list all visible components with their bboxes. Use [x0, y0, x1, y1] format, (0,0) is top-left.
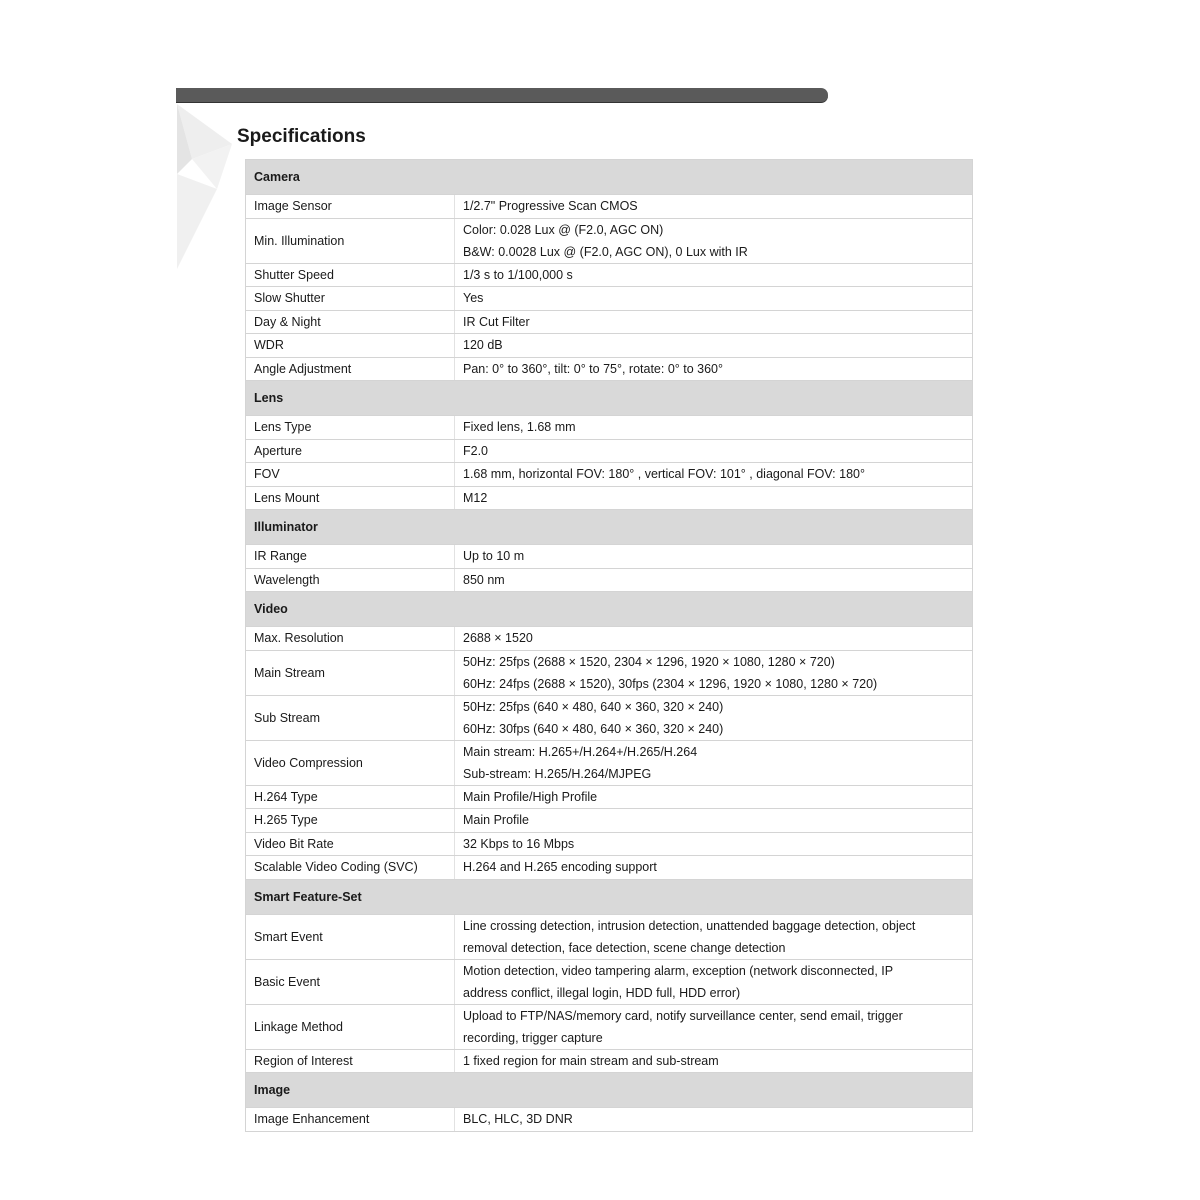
spec-label: Basic Event: [246, 959, 455, 1004]
spec-row: [246, 463, 973, 487]
spec-row: [246, 1004, 973, 1049]
spec-value-line: 50Hz: 25fps (640 × 480, 640 × 360, 320 × 240): [463, 699, 724, 714]
section-title: Image: [246, 1073, 973, 1108]
spec-row: [246, 959, 973, 1004]
spec-label: Image Enhancement: [246, 1108, 455, 1132]
spec-value-line: Upload to FTP/NAS/memory card, notify surveillance center, send email, trigger: [463, 1008, 903, 1023]
spec-value: [455, 334, 973, 358]
spec-value-line: B&W: 0.0028 Lux @ (F2.0, AGC ON), 0 Lux with IR: [463, 244, 748, 259]
section-header: [246, 592, 973, 627]
spec-label: H.265 Type: [246, 809, 455, 833]
section-title: Smart Feature-Set: [246, 879, 973, 914]
spec-value: [455, 740, 973, 785]
spec-row: [246, 568, 973, 592]
spec-label: Lens Mount: [246, 486, 455, 510]
spec-value-line: M12: [463, 490, 488, 505]
spec-value-line: Up to 10 m: [463, 549, 525, 564]
spec-row: [246, 627, 973, 651]
spec-value: [455, 832, 973, 856]
spec-row: [246, 740, 973, 785]
spec-label: Scalable Video Coding (SVC): [246, 856, 455, 880]
spec-label: IR Range: [246, 545, 455, 569]
spec-row: [246, 195, 973, 219]
spec-value: [455, 357, 973, 381]
spec-row: [246, 785, 973, 809]
section-header: [246, 381, 973, 416]
spec-value: [455, 545, 973, 569]
spec-value: [455, 463, 973, 487]
spec-row: [246, 357, 973, 381]
section-title: Illuminator: [246, 510, 973, 545]
spec-label: Angle Adjustment: [246, 357, 455, 381]
spec-value-line: 60Hz: 24fps (2688 × 1520), 30fps (2304 × 1296, 1920 × 1080, 1280 × 720): [463, 676, 878, 691]
spec-value: [455, 486, 973, 510]
spec-value: [455, 856, 973, 880]
spec-label: Wavelength: [246, 568, 455, 592]
spec-row: [246, 832, 973, 856]
spec-label: Min. Illumination: [246, 218, 455, 263]
spec-value: [455, 416, 973, 440]
spec-row: [246, 1049, 973, 1073]
spec-row: [246, 650, 973, 695]
spec-label: Shutter Speed: [246, 263, 455, 287]
spec-row: [246, 439, 973, 463]
spec-label: Main Stream: [246, 650, 455, 695]
spec-row: [246, 310, 973, 334]
spec-row: [246, 218, 973, 263]
spec-value: [455, 568, 973, 592]
spec-value-line: Color: 0.028 Lux @ (F2.0, AGC ON): [463, 222, 664, 237]
spec-value: [455, 809, 973, 833]
spec-value-line: 1/3 s to 1/100,000 s: [463, 267, 573, 282]
spec-table: [245, 159, 973, 1132]
spec-row: [246, 416, 973, 440]
spec-label: Lens Type: [246, 416, 455, 440]
section-header: [246, 1073, 973, 1108]
spec-value: [455, 959, 973, 1004]
spec-label: Region of Interest: [246, 1049, 455, 1073]
spec-value-line: Fixed lens, 1.68 mm: [463, 420, 576, 435]
spec-value-line: Motion detection, video tampering alarm, exception (network disconnected, IP: [463, 963, 894, 978]
spec-value: [455, 785, 973, 809]
spec-value-line: 32 Kbps to 16 Mbps: [463, 836, 575, 851]
spec-value-line: 1/2.7" Progressive Scan CMOS: [463, 199, 638, 214]
spec-value-line: 1.68 mm, horizontal FOV: 180° , vertical FOV: 101° , diagonal FOV: 180°: [463, 467, 865, 482]
spec-value-line: Pan: 0° to 360°, tilt: 0° to 75°, rotate: 0° to 360°: [463, 361, 724, 376]
spec-value-line: 1 fixed region for main stream and sub-stream: [463, 1053, 719, 1068]
spec-row: [246, 809, 973, 833]
spec-value-line: 50Hz: 25fps (2688 × 1520, 2304 × 1296, 1920 × 1080, 1280 × 720): [463, 654, 835, 669]
spec-value: [455, 1108, 973, 1132]
spec-row: [246, 334, 973, 358]
spec-value-line: 2688 × 1520: [463, 631, 533, 646]
spec-label: Linkage Method: [246, 1004, 455, 1049]
section-header: [246, 510, 973, 545]
spec-value: [455, 218, 973, 263]
spec-label: Image Sensor: [246, 195, 455, 219]
spec-value-line: Main Profile: [463, 813, 529, 828]
spec-value-line: Main stream: H.265+/H.264+/H.265/H.264: [463, 744, 698, 759]
spec-value-line: Main Profile/High Profile: [463, 789, 598, 804]
spec-value: [455, 914, 973, 959]
spec-label: Slow Shutter: [246, 287, 455, 311]
spec-row: [246, 856, 973, 880]
spec-row: [246, 545, 973, 569]
page-title: Specifications: [237, 126, 366, 147]
section-title: Camera: [246, 160, 973, 195]
spec-label: Aperture: [246, 439, 455, 463]
spec-row: [246, 1108, 973, 1132]
spec-value: [455, 650, 973, 695]
spec-value: [455, 1049, 973, 1073]
spec-value-line: Yes: [463, 291, 484, 306]
spec-value-line: 120 dB: [463, 338, 503, 353]
spec-value: [455, 287, 973, 311]
spec-label: H.264 Type: [246, 785, 455, 809]
spec-label: Sub Stream: [246, 695, 455, 740]
spec-value-line: 60Hz: 30fps (640 × 480, 640 × 360, 320 × 240): [463, 721, 724, 736]
header-bar: [176, 88, 828, 103]
spec-value-line: IR Cut Filter: [463, 314, 530, 329]
spec-row: [246, 914, 973, 959]
spec-row: [246, 486, 973, 510]
spec-row: [246, 287, 973, 311]
section-title: Lens: [246, 381, 973, 416]
spec-value: [455, 310, 973, 334]
spec-row: [246, 695, 973, 740]
spec-value-line: recording, trigger capture: [463, 1030, 603, 1045]
spec-value-line: removal detection, face detection, scene change detection: [463, 940, 786, 955]
spec-value-line: Sub-stream: H.265/H.264/MJPEG: [463, 766, 652, 781]
spec-value: [455, 195, 973, 219]
section-header: [246, 879, 973, 914]
spec-label: Max. Resolution: [246, 627, 455, 651]
spec-label: FOV: [246, 463, 455, 487]
spec-value: [455, 695, 973, 740]
spec-value-line: address conflict, illegal login, HDD full, HDD error): [463, 985, 741, 1000]
spec-label: Day & Night: [246, 310, 455, 334]
spec-label: Smart Event: [246, 914, 455, 959]
section-header: [246, 160, 973, 195]
spec-label: Video Bit Rate: [246, 832, 455, 856]
spec-value-line: H.264 and H.265 encoding support: [463, 860, 657, 875]
spec-value-line: Line crossing detection, intrusion detection, unattended baggage detection, object: [463, 918, 916, 933]
brand-logo-watermark-icon: [172, 104, 242, 274]
spec-value: [455, 439, 973, 463]
section-title: Video: [246, 592, 973, 627]
spec-value-line: BLC, HLC, 3D DNR: [463, 1112, 573, 1127]
spec-value: [455, 263, 973, 287]
spec-value-line: 850 nm: [463, 572, 505, 587]
spec-row: [246, 263, 973, 287]
spec-value: [455, 1004, 973, 1049]
spec-label: WDR: [246, 334, 455, 358]
spec-value: [455, 627, 973, 651]
spec-value-line: F2.0: [463, 443, 489, 458]
spec-label: Video Compression: [246, 740, 455, 785]
